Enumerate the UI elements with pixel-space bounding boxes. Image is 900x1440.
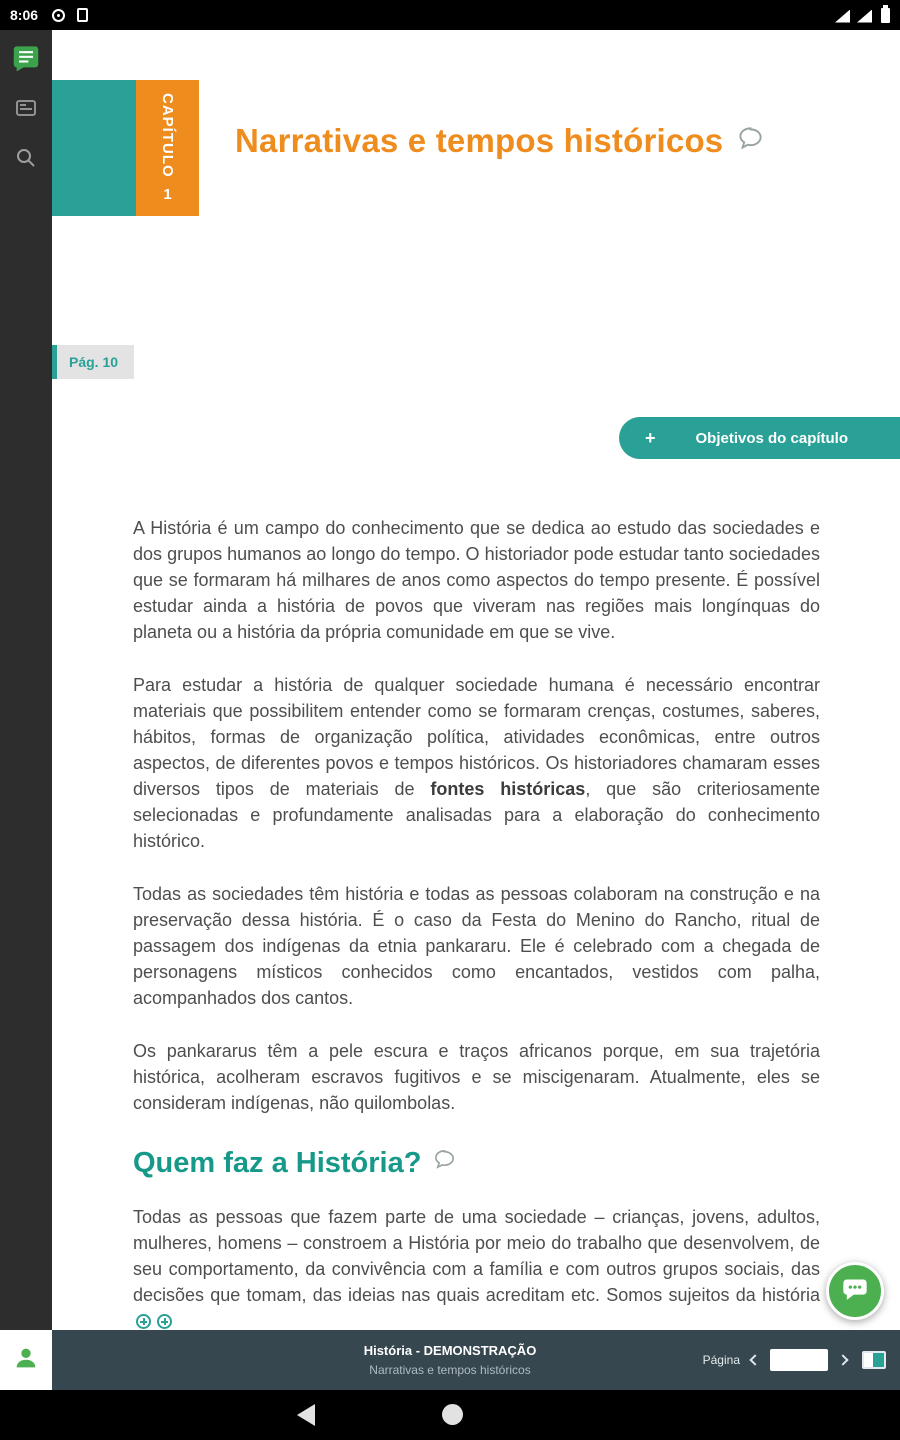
comment-bubble-icon[interactable] [737,125,764,157]
app-logo-icon[interactable] [12,44,40,72]
paragraph-text: Para estudar a história de qualquer sociedade humana é necessário encontrar materiais que possibilitem entender como se formaram crenças, costumes, saberes, hábitos, formas de organização política, atividades econômicas, entre outros aspectos, de diferentes povos e tempos históricos. Os historiadores chamaram esses diversos tipos de materiais de [133,675,820,799]
chapter-tab[interactable] [136,80,199,216]
search-icon[interactable] [12,144,40,172]
cards-icon[interactable] [12,94,40,122]
page-view-toggle-icon[interactable] [862,1351,886,1369]
paragraph-text: Todas as pessoas que fazem parte de uma sociedade – crianças, jovens, adultos, mulheres, homens – constroem a História por meio do trabalho que desenvolvem, de seu comportamento, da convivência com a família e com outros grupos sociais, das decisões que tomam, das ideias nas quais acreditam etc. Somos sujeitos da história [133,1207,820,1305]
glossary-icon[interactable] [136,1314,151,1329]
chapter-tab-word: CAPÍTULO [159,93,176,178]
data-saver-icon [52,9,65,22]
book-info [240,1343,660,1377]
chapter-tab-number: 1 [163,185,172,203]
comment-bubble-icon[interactable] [433,1148,456,1178]
profile-button[interactable] [0,1330,52,1390]
book-page [52,30,900,1330]
bottom-bar [0,1330,900,1390]
paragraph: A História é um campo do conhecimento que se dedica ao estudo das sociedades e dos grupos humanos ao longo do tempo. O historiador pode estudar tanto sociedades que se formaram há milhares de anos como aspectos do tempo presente. É possível estudar ainda a história de povos que viveram nas regiões mais longínquas do planeta ou a história da própria comunidade em que se vive. [133,518,820,642]
paragraph: Todas as sociedades têm história e todas as pessoas colaboram na construção e na preservação dessa história. É o caso da Festa do Menino do Rancho, ritual de passagem dos indígenas da etnia pankararu. Ele é celebrado com a chegada de personagens místicos conhecidos como encantados, vestidos com palha, acompanhados dos cantos. [133,884,820,1008]
battery-icon [881,8,890,23]
android-nav-bar [0,1390,900,1440]
section-title: Quem faz a História? [133,1147,422,1179]
objectives-button[interactable] [619,417,900,459]
next-page-icon[interactable] [837,1354,848,1365]
page-label: Página [702,1353,740,1367]
paragraph-text: , que são criteriosamente selecionadas e profundamente analisadas para a elaboração do conhecimento histórico. [133,779,820,851]
plus-icon: + [645,427,656,448]
chapter-title: Narrativas e tempos históricos [235,122,724,159]
cell-signal-icon [857,10,872,23]
body-text [133,515,820,1330]
person-icon [12,1344,40,1377]
paragraph: Os pankararus têm a pele escura e traços africanos porque, em sua trajetória histórica, acolheram escravos fugitivos e se miscigenaram. Atualmente, eles se consideram indígenas, não quilombolas. [133,1041,820,1113]
home-icon[interactable] [442,1404,463,1425]
notification-icon [77,8,88,22]
chat-fab-button[interactable] [826,1262,884,1320]
paragraph [133,1204,820,1330]
current-chapter-label: Narrativas e tempos históricos [369,1363,531,1377]
wifi-icon [835,10,850,23]
page-number-badge: Pág. 10 [52,345,134,379]
previous-page-icon[interactable] [749,1354,760,1365]
status-bar [0,0,900,30]
chat-bubble-icon [841,1276,869,1307]
back-icon[interactable] [297,1404,315,1426]
sidebar [0,30,52,1330]
highlighted-term: fontes históricas [430,779,586,799]
objectives-button-label: Objetivos do capítulo [695,429,849,447]
page-navigator [703,1330,886,1390]
chapter-title-row [235,122,764,160]
chapter-color-block [52,80,136,216]
paragraph [133,672,820,854]
clock: 8:06 [10,7,39,23]
page-number-input[interactable] [770,1349,828,1371]
book-title: História - DEMONSTRAÇÃO [363,1343,537,1358]
status-icons [835,8,890,23]
section-title-row [133,1148,820,1178]
glossary-icon[interactable] [157,1314,172,1329]
